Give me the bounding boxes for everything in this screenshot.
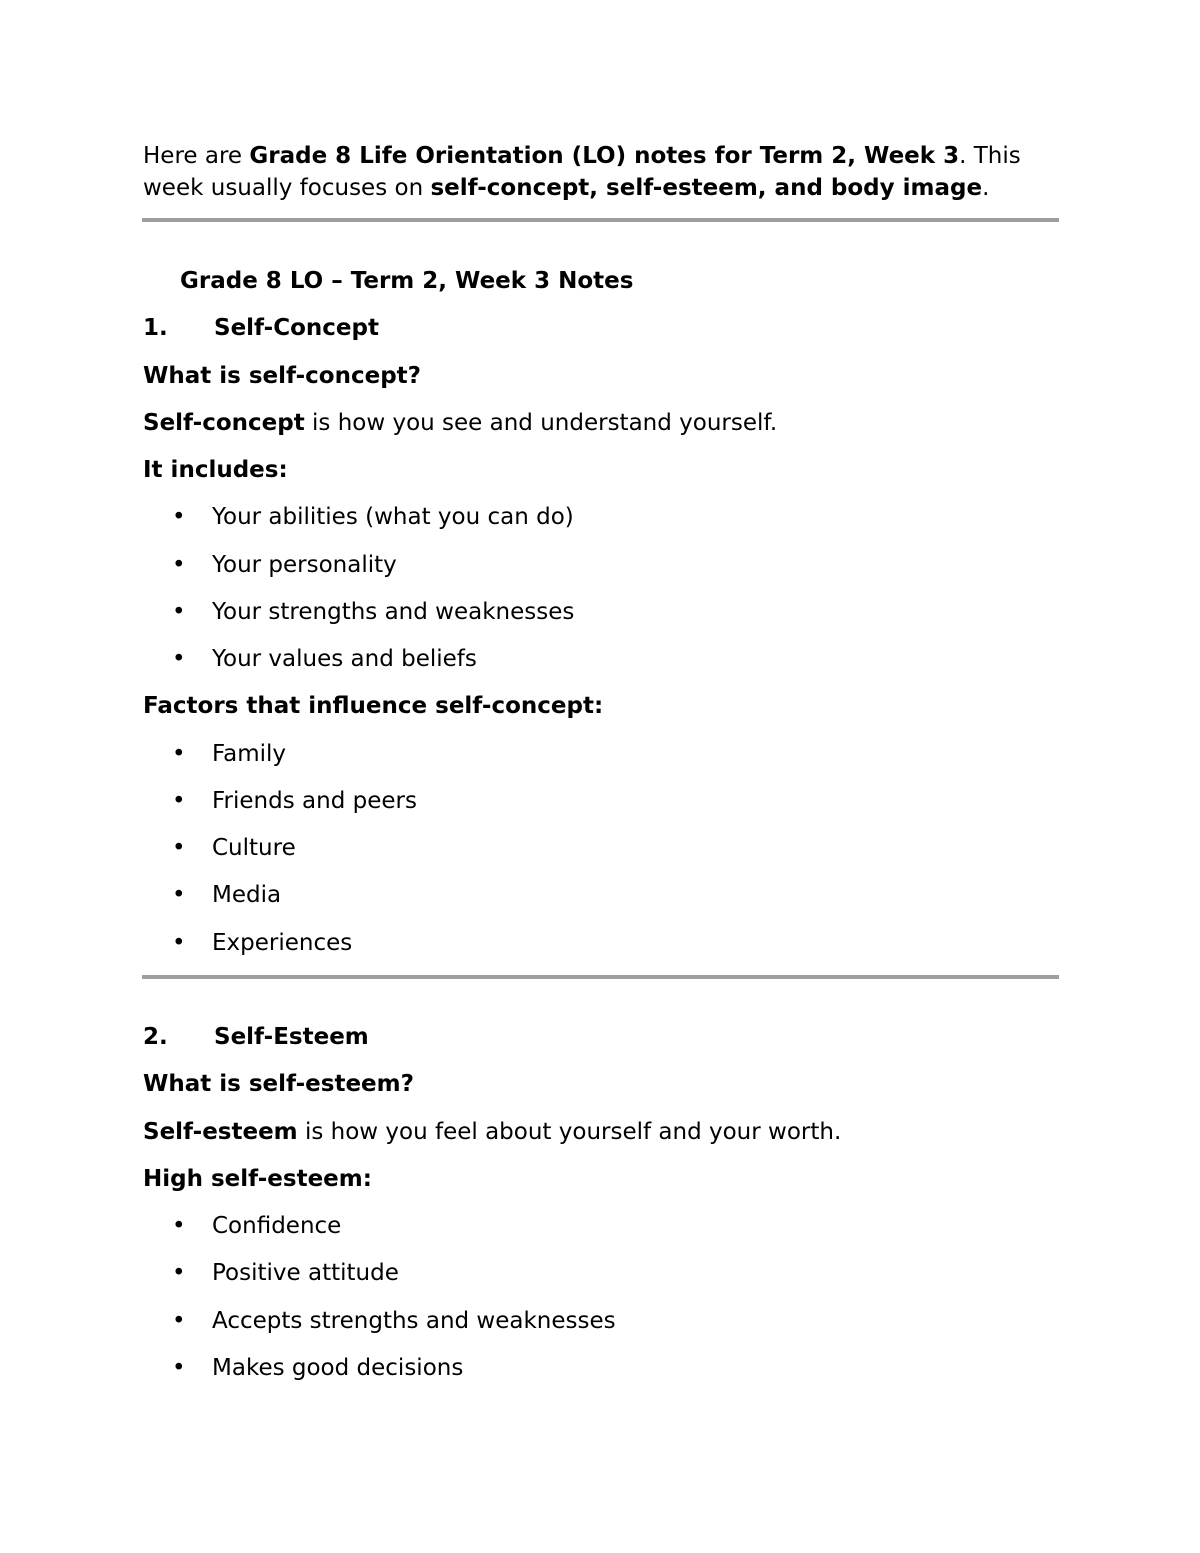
section-2-heading: [143, 1022, 369, 1052]
bullet-icon: •: [172, 1355, 186, 1381]
list-item: • Your strengths and weaknesses: [172, 599, 575, 625]
bullet-icon: •: [172, 741, 186, 767]
section-2-high-heading: High self-esteem:: [143, 1166, 372, 1192]
horizontal-divider: [142, 218, 1059, 222]
intro-text-2: . This week usually focuses on: [143, 143, 1021, 201]
bullet-icon: •: [172, 1260, 186, 1286]
bullet-icon: •: [172, 835, 186, 861]
bullet-icon: •: [172, 646, 186, 672]
document-title: Grade 8 LO – Term 2, Week 3 Notes: [180, 268, 634, 294]
bullet-icon: •: [172, 788, 186, 814]
list-item: • Culture: [172, 835, 296, 861]
list-item: • Media: [172, 882, 282, 908]
list-item: • Your abilities (what you can do): [172, 504, 574, 530]
section-2-definition-term: Self-esteem: [143, 1119, 298, 1145]
section-1-heading: [143, 313, 379, 343]
section-1-includes-heading: It includes:: [143, 457, 288, 483]
list-item: • Experiences: [172, 930, 353, 956]
bullet-icon: •: [172, 552, 186, 578]
bullet-icon: •: [172, 504, 186, 530]
section-1-question: What is self-concept?: [143, 363, 422, 389]
section-1-definition: [143, 408, 777, 438]
list-item: • Makes good decisions: [172, 1355, 464, 1381]
list-item: • Family: [172, 741, 287, 767]
section-2-definition: [143, 1117, 841, 1147]
section-2-definition-text: is how you feel about yourself and your worth.: [297, 1119, 842, 1145]
section-1-number: 1.: [143, 315, 168, 341]
section-1-definition-text: is how you see and understand yourself.: [304, 410, 778, 436]
section-2-title: Self-Esteem: [214, 1024, 369, 1050]
list-item: • Your values and beliefs: [172, 646, 477, 672]
section-2-number: 2.: [143, 1024, 168, 1050]
intro-paragraph: [143, 140, 1073, 204]
section-1-definition-term: Self-concept: [143, 410, 305, 436]
section-2-question: What is self-esteem?: [143, 1071, 414, 1097]
list-item: • Accepts strengths and weaknesses: [172, 1308, 616, 1334]
bullet-icon: •: [172, 1213, 186, 1239]
section-1-title: Self-Concept: [214, 315, 379, 341]
list-item: • Confidence: [172, 1213, 342, 1239]
intro-bold-1: Grade 8 Life Orientation (LO) notes for Term 2, Week 3: [249, 143, 960, 169]
bullet-icon: •: [172, 930, 186, 956]
bullet-icon: •: [172, 1308, 186, 1334]
section-1-factors-heading: Factors that influence self-concept:: [143, 693, 604, 719]
list-item: • Positive attitude: [172, 1260, 399, 1286]
horizontal-divider: [142, 975, 1059, 979]
bullet-icon: •: [172, 882, 186, 908]
list-item: • Your personality: [172, 552, 397, 578]
bullet-icon: •: [172, 599, 186, 625]
intro-text-1: Here are: [143, 143, 250, 169]
intro-bold-2: self-concept, self-esteem, and body image: [430, 175, 983, 201]
list-item: • Friends and peers: [172, 788, 417, 814]
intro-text-3: .: [982, 175, 990, 201]
